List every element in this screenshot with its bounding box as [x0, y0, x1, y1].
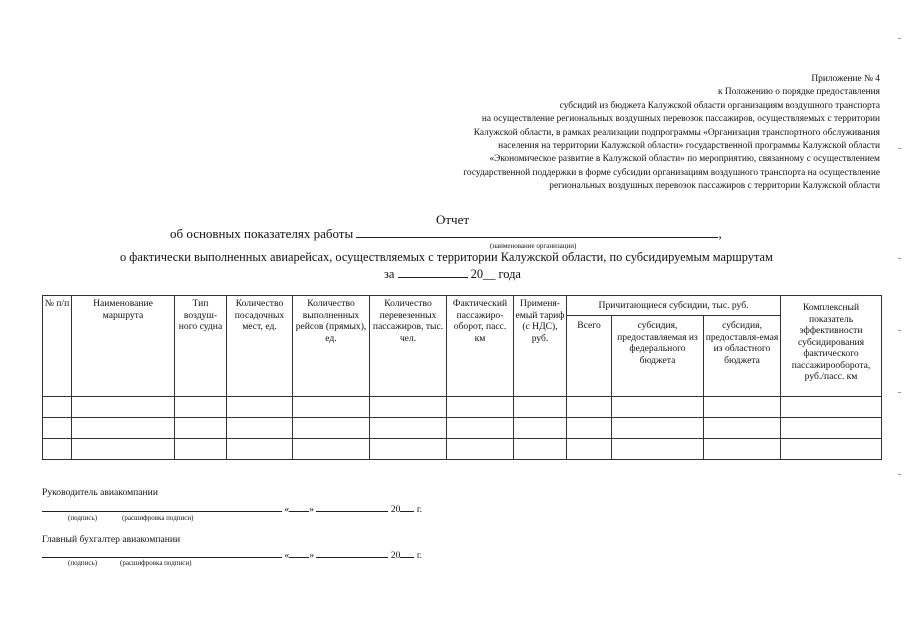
period-suffix: года — [498, 267, 521, 281]
header-total: Всего — [567, 316, 612, 397]
table-cell[interactable] — [781, 439, 882, 460]
year-field[interactable] — [400, 502, 414, 512]
header-passengers: Количество перевезенных пассажиров, тыс. чел. — [370, 296, 447, 397]
table-cell[interactable] — [704, 439, 781, 460]
table-cell[interactable] — [370, 397, 447, 418]
signature-line-director — [42, 502, 422, 515]
date-quote-open: « — [284, 504, 290, 515]
caption-signature: (подпись) — [68, 559, 98, 567]
table-cell[interactable] — [704, 418, 781, 439]
signature-role-director: Руководитель авиакомпании — [42, 487, 158, 498]
report-period — [384, 266, 521, 282]
appendix-header — [360, 73, 880, 194]
table-cell[interactable] — [612, 397, 704, 418]
table-cell[interactable] — [514, 418, 567, 439]
header-flights: Количество выполненных рейсов (прямых), ед. — [293, 296, 370, 397]
table-cell[interactable] — [370, 439, 447, 460]
date-quote-open: « — [284, 550, 290, 561]
caption-decode: (расшифровка подписи) — [122, 514, 194, 522]
table-cell[interactable] — [781, 418, 882, 439]
appendix-line: населения на территории Калужской области» государственной программы Калужской области — [498, 141, 880, 152]
report-line2: о фактически выполненных авиарейсах, осуществляемых с территории Калужской области, по субсидируемым маршрутам — [120, 250, 773, 264]
table-cell[interactable] — [43, 397, 72, 418]
appendix-line: региональных воздушных перевозок пассажиров с территории Калужской области — [549, 181, 880, 192]
table-cell[interactable] — [514, 397, 567, 418]
header-num: № п/п — [43, 296, 72, 397]
scan-mark — [898, 258, 901, 259]
period-field[interactable] — [398, 266, 468, 278]
year-suffix: г. — [416, 504, 423, 515]
scan-mark — [898, 330, 901, 331]
year-field[interactable] — [400, 548, 414, 558]
table-cell[interactable] — [227, 439, 293, 460]
period-year: 20__ — [470, 267, 496, 281]
organization-name-field[interactable] — [356, 226, 718, 238]
appendix-line: государственной поддержки в форме субсидии организациям воздушного транспорта на осуществление — [463, 167, 880, 178]
organization-hint: (наименование организации) — [490, 242, 577, 250]
table-cell[interactable] — [227, 397, 293, 418]
header-federal: субсидия, предоставляемая из федерального бюджета — [612, 316, 704, 397]
table-cell[interactable] — [293, 439, 370, 460]
table-cell[interactable] — [293, 418, 370, 439]
header-subsidy-group: Причитающиеся субсидии, тыс. руб. — [567, 296, 781, 316]
caption-decode: (расшифровка подписи) — [120, 559, 192, 567]
report-table — [42, 295, 882, 460]
table-cell[interactable] — [72, 418, 175, 439]
table-cell[interactable] — [447, 397, 514, 418]
appendix-line: к Положению о порядке предоставления — [717, 87, 880, 98]
day-field[interactable] — [289, 502, 309, 512]
table-cell[interactable] — [175, 418, 227, 439]
table-cell[interactable] — [567, 439, 612, 460]
scan-mark — [898, 474, 901, 475]
appendix-line: на осуществление региональных воздушных перевозок пассажиров, осуществляемых с территории — [481, 114, 880, 125]
scan-mark — [898, 148, 901, 149]
table-cell[interactable] — [175, 397, 227, 418]
report-line1 — [170, 226, 722, 242]
caption-signature: (подпись) — [68, 514, 98, 522]
signature-field[interactable] — [42, 502, 282, 512]
report-line1-end: , — [718, 226, 722, 241]
year-prefix: 20 — [390, 550, 401, 561]
appendix-line: Приложение № 4 — [811, 74, 880, 84]
table-cell[interactable] — [567, 418, 612, 439]
table-row — [43, 439, 882, 460]
header-tariff: Применя-емый тариф (с НДС), руб. — [514, 296, 567, 397]
header-regional: субсидия, предоставля-емая из областного бюджета — [704, 316, 781, 397]
appendix-line: Калужской области, в рамках реализации подпрограммы «Организация транспортного обслуживания — [473, 127, 880, 138]
table-row — [43, 418, 882, 439]
signature-line-accountant — [42, 548, 422, 561]
table-cell[interactable] — [612, 418, 704, 439]
table-cell[interactable] — [293, 397, 370, 418]
header-aircraft: Тип воздуш-ного судна — [175, 296, 227, 397]
table-cell[interactable] — [514, 439, 567, 460]
signature-role-accountant: Главный бухгалтер авиакомпании — [42, 534, 181, 545]
table-cell[interactable] — [781, 397, 882, 418]
date-quote-close: » — [309, 504, 314, 515]
date-quote-close: » — [309, 550, 314, 561]
table-cell[interactable] — [567, 397, 612, 418]
header-seats: Количество посадочных мест, ед. — [227, 296, 293, 397]
table-cell[interactable] — [227, 418, 293, 439]
year-prefix: 20 — [390, 504, 401, 515]
appendix-line: «Экономическое развитие в Калужской области» по мероприятию, связанному с осуществлением — [489, 154, 880, 165]
table-cell[interactable] — [612, 439, 704, 460]
report-title: Отчет — [435, 212, 470, 227]
table-cell[interactable] — [175, 439, 227, 460]
year-suffix: г. — [416, 550, 423, 561]
report-line1-text: об основных показателях работы — [170, 226, 354, 241]
table-cell[interactable] — [72, 397, 175, 418]
month-field[interactable] — [316, 502, 388, 512]
period-prefix: за — [384, 267, 395, 281]
header-route: Наименование маршрута — [72, 296, 175, 397]
month-field[interactable] — [316, 548, 388, 558]
table-row — [43, 397, 882, 418]
scan-mark — [898, 38, 901, 39]
signature-field[interactable] — [42, 548, 282, 558]
table-cell[interactable] — [43, 418, 72, 439]
table-cell[interactable] — [370, 418, 447, 439]
day-field[interactable] — [289, 548, 309, 558]
header-turnover: Фактический пассажиро-оборот, пасс. км — [447, 296, 514, 397]
appendix-line: субсидий из бюджета Калужской области организациям воздушного транспорта — [559, 100, 880, 111]
table-cell[interactable] — [43, 439, 72, 460]
table-cell[interactable] — [447, 418, 514, 439]
table-cell[interactable] — [704, 397, 781, 418]
table-cell[interactable] — [72, 439, 175, 460]
table-cell[interactable] — [447, 439, 514, 460]
header-efficiency: Комплексный показатель эффективности субсидирования фактического пассажирооборота, руб./пасс. км — [781, 296, 882, 397]
scan-mark — [898, 392, 901, 393]
